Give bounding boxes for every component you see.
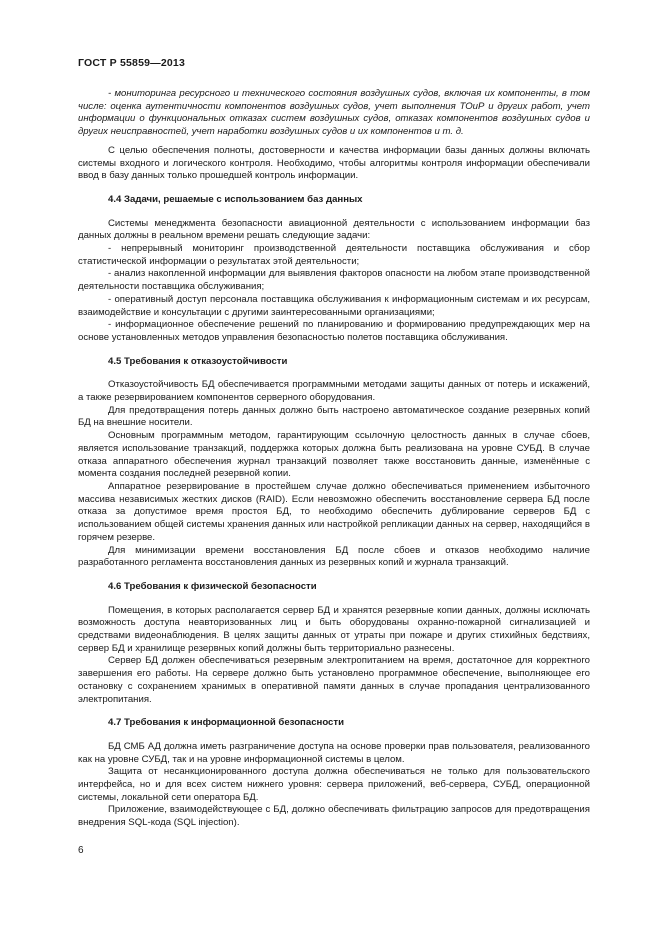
- section-4-6-paragraph: Помещения, в которых располагается сервер БД и хранятся резервные копии данных, должны исключать возможность доступа неавторизованных лиц и быть оборудованы охранно-пожарной сигнализацией и средствами видеонаблюдения. В целях защиты данных от утраты при пожаре и других стихийных бедствиях, сервер БД и хранилище резервных копий должны быть территориально разнесены.: [78, 604, 590, 654]
- section-4-7-paragraph: БД СМБ АД должна иметь разграничение доступа на основе проверки прав пользователя, реализованного как на уровне СУБД, так и на уровне информационной системы в целом.: [78, 740, 590, 765]
- intro-list-item: - мониторинга ресурсного и технического состояния воздушных судов, включая их компоненты, в том числе: оценка аутентичности компонентов воздушных судов, учет выполнения ТОиР и других работ, учет информации о функциональных отказах систем воздушных судов, отказах компонентов воздушных судов и других неисправностей, учет наработки воздушных судов и их компонентов и т. д.: [78, 88, 590, 138]
- section-4-7-heading: 4.7 Требования к информационной безопасности: [108, 717, 344, 729]
- section-4-4-heading: 4.4 Задачи, решаемые с использованием баз данных: [108, 193, 363, 205]
- section-4-7-paragraph: Защита от несанкционированного доступа должна обеспечиваться не только для пользовательского интерфейса, но и для всех систем нижнего уровня: сервера приложений, веб-сервера, СУБД, операционной системы, локальной сети оператора БД.: [78, 766, 590, 803]
- section-4-5-paragraph: Аппаратное резервирование в простейшем случае должно обеспечиваться применением избыточного массива независимых жестких дисков (RAID). Если невозможно обеспечить восстановление сервера БД после отказа за допустимое время простоя БД, то необходимо обеспечить дублирование серверов БД с использованием общей системы хранения данных или настройкой репликации данных на сервер, находящийся в горячем резерве.: [78, 480, 590, 543]
- list-item: - информационное обеспечение решений по планированию и формированию предупреждающих мер на основе установленных методов управления безопасностью полетов поставщика обслуживания.: [78, 319, 590, 343]
- section-4-5-paragraph: Для минимизации времени восстановления БД после сбоев и отказов необходимо наличие разработанного регламента восстановления данных из резервных копий и журнала транзакций.: [78, 544, 590, 569]
- section-4-5-paragraph: Основным программным методом, гарантирующим ссылочную целостность данных в случае сбоев, является использование транзакций, поддержка которых должна быть реализована на уровне СУБД. В случае отказа аппаратного обеспечения журнал транзакций позволяет также восстановить данные, изменённые с момента создания последней резервной копии.: [78, 430, 590, 480]
- section-4-6-paragraph: Сервер БД должен обеспечиваться резервным электропитанием на время, достаточное для корректного завершения его работы. На сервере должно быть установлено программное обеспечение, выполняющее его остановку с сохранением хранимых в оперативной памяти данных в случае пропадания централизованного электропитания.: [78, 655, 590, 705]
- document-body: [78, 88, 590, 830]
- section-4-7-paragraph: Приложение, взаимодействующее с БД, должно обеспечивать фильтрацию запросов для предотвращения внедрения SQL-кода (SQL injection).: [78, 804, 590, 829]
- section-4-5-paragraph: Для предотвращения потерь данных должно быть настроено автоматическое создание резервных копий БД на внешние носители.: [78, 404, 590, 429]
- standard-header: ГОСТ Р 55859—2013: [78, 57, 186, 69]
- section-4-4-paragraph: Системы менеджмента безопасности авиационной деятельности с использованием информации баз данных должны в реальном времени решать следующие задачи:: [78, 217, 590, 242]
- list-item: - анализ накопленной информации для выявления факторов опасности на любом этапе производственной деятельности поставщика обслуживания;: [78, 268, 590, 293]
- section-4-5-paragraph: Отказоустойчивость БД обеспечивается программными методами защиты данных от потерь и искажений, а также резервированием компонентов серверного оборудования.: [78, 379, 590, 404]
- list-item: - оперативный доступ персонала поставщика обслуживания к информационным системам и их ресурсам, взаимодействие и консультации с другими заинтересованными организациями;: [78, 293, 590, 318]
- section-4-5-heading: 4.5 Требования к отказоустойчивости: [108, 355, 288, 367]
- section-4-6-heading: 4.6 Требования к физической безопасности: [108, 580, 317, 592]
- integrity-paragraph: С целью обеспечения полноты, достоверности и качества информации базы данных должны включать системы входного и логического контроля. Необходимо, чтобы алгоритмы контроля информации обеспечивали ввод в базу данных только прошедшей контроль информации.: [78, 144, 590, 182]
- page-number: 6: [78, 845, 84, 856]
- list-item: - непрерывный мониторинг производственной деятельности поставщика обслуживания и сбор статистической информации о результатах этой деятельности;: [78, 243, 590, 267]
